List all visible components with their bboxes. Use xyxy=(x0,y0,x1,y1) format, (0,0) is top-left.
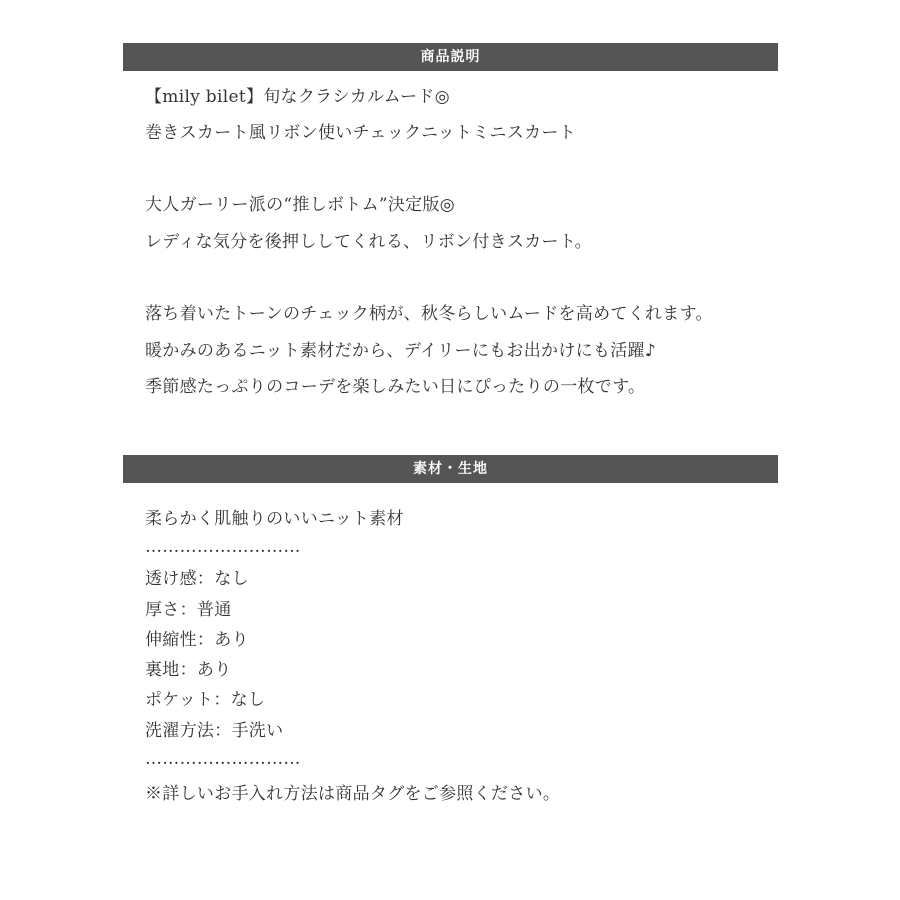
material-divider-1: ……………………… xyxy=(145,537,301,557)
description-line-2: 巻きスカート風リボン使いチェックニットミニスカート xyxy=(145,123,576,143)
description-line-3: 大人ガーリー派の“推しボトム”決定版◎ xyxy=(145,195,455,215)
material-pocket: ポケット：なし xyxy=(145,690,266,710)
material-thickness: 厚さ：普通 xyxy=(145,600,232,620)
material-washing: 洗濯方法：手洗い xyxy=(145,721,284,741)
material-line-1: 柔らかく肌触りのいいニット素材 xyxy=(145,509,404,529)
material-lining: 裏地：あり xyxy=(145,660,232,680)
material-care-note: ※詳しいお手入れ方法は商品タグをご参照ください。 xyxy=(145,784,561,804)
description-line-4: レディな気分を後押ししてくれる、リボン付きスカート。 xyxy=(145,232,592,252)
material-stretch: 伸縮性：あり xyxy=(145,630,249,650)
material-section-header: 素材・生地 xyxy=(123,455,778,483)
description-line-7: 季節感たっぷりのコーデを楽しみたい日にぴったりの一枚です。 xyxy=(145,377,646,397)
description-line-5: 落ち着いたトーンのチェック柄が、秋冬らしいムードを高めてくれます。 xyxy=(145,304,713,324)
description-line-1: 【mily bilet】旬なクラシカルムード◎ xyxy=(145,87,450,107)
material-see-through: 透け感：なし xyxy=(145,569,249,589)
description-section-header: 商品説明 xyxy=(123,43,778,71)
description-line-6: 暖かみのあるニット素材だから、デイリーにもお出かけにも活躍♪ xyxy=(145,341,656,361)
material-divider-2: ……………………… xyxy=(145,749,301,769)
